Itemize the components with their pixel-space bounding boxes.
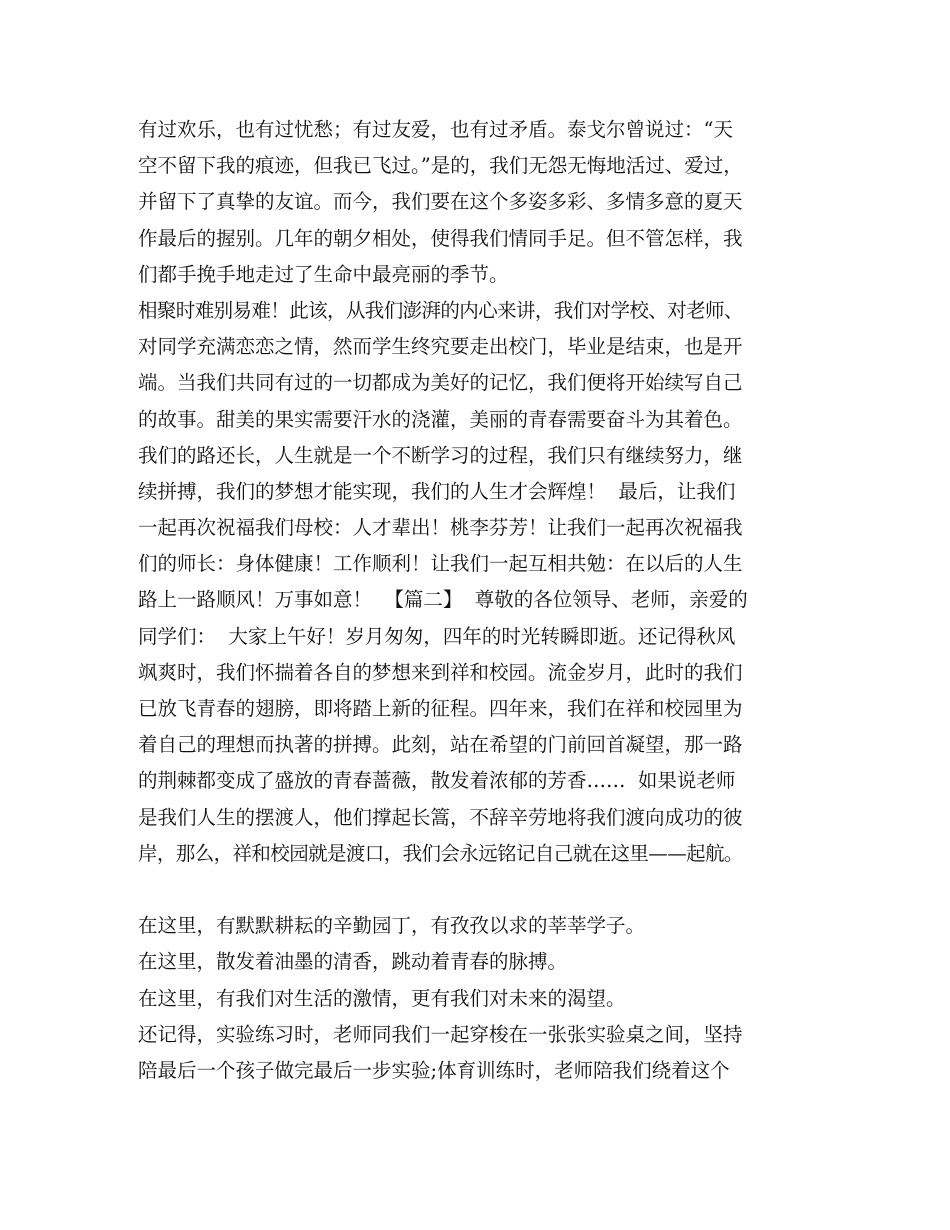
text-line: 的故事。甜美的果实需要汗水的浇灌，美丽的青春需要奋斗为其着色。 bbox=[138, 407, 743, 431]
text-line: 我们的路还长，人生就是一个不断学习的过程，我们只有继续努力，继 bbox=[138, 443, 743, 467]
text-line: 们都手挽手地走过了生命中最亮丽的季节。 bbox=[138, 262, 509, 286]
text-line: 飒爽时，我们怀揣着各自的梦想来到祥和校园。流金岁月，此时的我们 bbox=[138, 660, 743, 684]
text-line: 们的师长：身体健康！工作顺利！让我们一起互相共勉：在以后的人生 bbox=[138, 552, 743, 576]
text-line: 有过欢乐，也有过忧愁；有过友爱，也有过矛盾。泰戈尔曾说过：“天 bbox=[138, 118, 733, 141]
text-line: 对同学充满恋恋之情，然而学生终究要走出校门，毕业是结束，也是开 bbox=[138, 335, 743, 359]
text-line: 并留下了真挚的友谊。而今，我们要在这个多姿多彩、多情多意的夏天 bbox=[138, 190, 743, 214]
text-line: 在这里，有默默耕耘的辛勤园丁，有孜孜以求的莘莘学子。 bbox=[138, 914, 646, 938]
text-line: 作最后的握别。几年的朝夕相处，使得我们情同手足。但不管怎样，我 bbox=[138, 226, 743, 250]
text-line: 着自己的理想而执著的拼搏。此刻，站在希望的门前回首凝望，那一路 bbox=[138, 733, 743, 757]
text-line: 路上一路顺风！万事如意！ 【篇二】 尊敬的各位领导、老师，亲爱的 bbox=[138, 588, 748, 612]
text-line: 在这里，散发着油墨的清香，跳动着青春的脉搏。 bbox=[138, 950, 568, 974]
blank-line bbox=[138, 872, 838, 908]
text-line: 一起再次祝福我们母校：人才辈出！桃李芬芳！让我们一起再次祝福我 bbox=[138, 516, 743, 540]
text-line: 还记得，实验练习时，老师同我们一起穿梭在一张张实验桌之间，坚持 bbox=[138, 1022, 743, 1046]
text-line: 岸，那么，祥和校园就是渡口，我们会永远铭记自己就在这里——起航。 bbox=[138, 841, 743, 865]
document-body bbox=[138, 112, 838, 1089]
text-line: 已放飞青春的翅膀，即将踏上新的征程。四年来，我们在祥和校园里为 bbox=[138, 697, 743, 720]
text-line: 相聚时难别易难！此该，从我们澎湃的内心来讲，我们对学校、对老师、 bbox=[138, 298, 743, 322]
text-line: 的荆棘都变成了盛放的青春蔷薇，散发着浓郁的芳香…… 如果说老师 bbox=[138, 769, 736, 793]
text-line: 是我们人生的摆渡人，他们撑起长篙，不辞辛劳地将我们渡向成功的彼 bbox=[138, 805, 743, 829]
text-line: 同学们： 大家上午好！岁月匆匆，四年的时光转瞬即逝。还记得秋风 bbox=[138, 624, 736, 648]
text-line: 陪最后一个孩子做完最后一步实验;体育训练时，老师陪我们绕着这个 bbox=[138, 1058, 730, 1082]
text-line: 空不留下我的痕迹，但我已飞过。”是的，我们无怨无悔地活过、爱过， bbox=[138, 154, 743, 178]
text-line: 在这里，有我们对生活的激情，更有我们对未来的渴望。 bbox=[138, 986, 626, 1010]
text-line: 端。当我们共同有过的一切都成为美好的记忆，我们便将开始续写自己 bbox=[138, 371, 743, 395]
text-line: 续拼搏，我们的梦想才能实现，我们的人生才会辉煌！ 最后，让我们 bbox=[138, 479, 736, 503]
